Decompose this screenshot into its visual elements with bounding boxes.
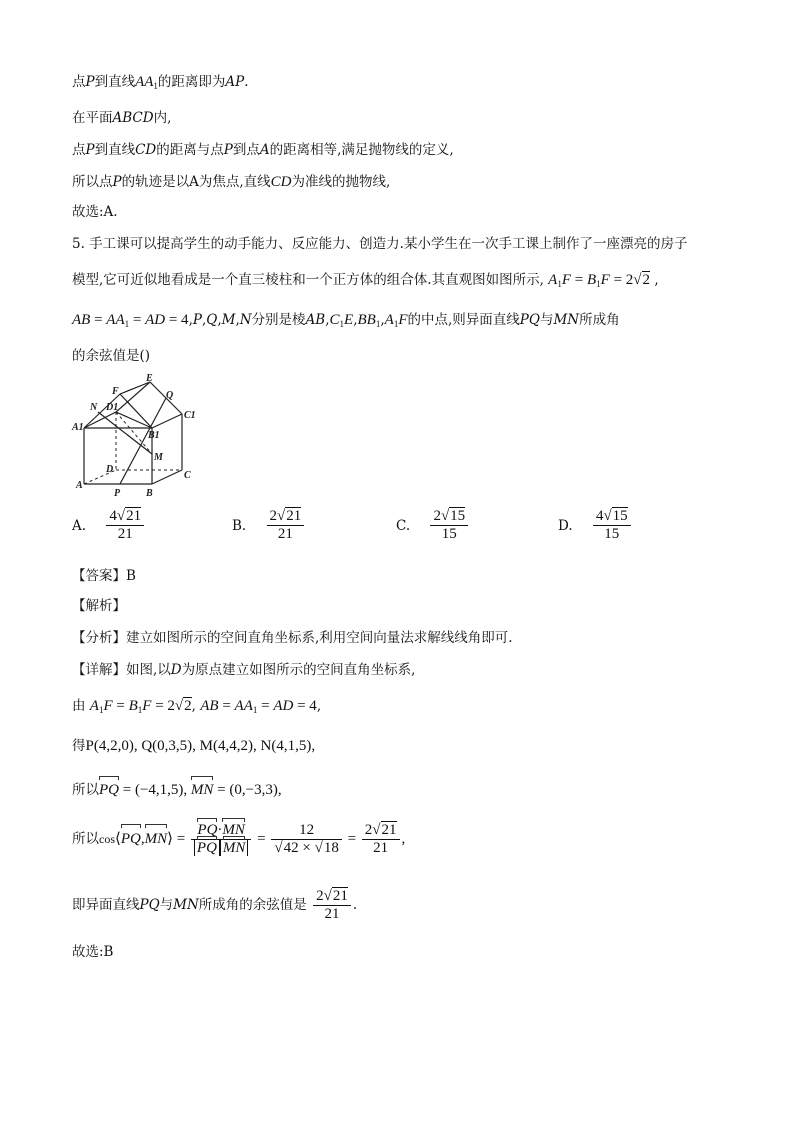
label-B: B [146,488,153,499]
xiangjie-line: 【详解】如图,以D为原点建立如图所示的空间直角坐标系, [72,662,416,678]
cos-fraction-1: $\frac{PQ\cdot MN}{\text{PQ MN}}$ [191,822,252,857]
option-d[interactable]: D. $\frac{4√15}{15}$ [558,508,633,543]
question-5-line-3: AB = $AA_1$ = AD = 4,P,Q,M,N分别是棱$AB,C_1E,BB_1,A_1F$的中点,则异面直线PQ与MN所成角 [72,312,620,329]
vector-mn: MN [190,782,214,798]
text-line-4: 所以点P的轨迹是以A为焦点,直线CD为准线的抛物线, [72,174,391,190]
final-answer-line: 故选:B [72,944,114,960]
fenxi-line: 【分析】建立如图所示的空间直角坐标系,利用空间向量法求解线线角即可. [72,630,513,646]
label-A: A [76,480,83,491]
cos-fraction-2: $\frac{12}{√42 \times √18}$ [271,822,341,857]
text-line-1: 点P到直线$AA_1$的距离即为AP. [72,74,249,91]
math-given-2: AB = $AA_1$ = AD = 4 [200,698,317,715]
math-c1e: $C_1E$ [329,312,354,329]
question-5-line-2: 模型,它可近似地看成是一个直三棱柱和一个正方体的组合体.其直观图如图所示, $A_1F = B_1F = 2√2$ , [72,272,659,289]
vectors-line: 所以PQ = (−4,1,5), MN = (0,−3,3), [72,782,282,798]
label-B1: B1 [148,430,160,441]
label-A1: A1 [72,422,84,433]
math-a1f-b1f: $A_1F = B_1F = 2√2$ [548,272,651,289]
label-P: P [114,488,121,499]
math-aa1: $AA_1$ [135,74,158,91]
label-D: D [106,464,114,475]
label-M: M [154,452,163,463]
math-bb1: $BB_1$ [357,312,381,329]
house-figure [70,374,200,502]
label-C: C [184,470,191,481]
math-ab-aa1-ad: AB = $AA_1$ = AD = 4 [72,312,189,329]
math-a1f: $A_1F$ [384,312,408,329]
label-F: F [112,386,119,397]
conclusion-line: 即异面直线PQ与MN所成角的余弦值是 $\frac{2√21}{21}$ . [72,888,358,922]
text-line-5: 故选:A. [72,204,118,220]
math-cd: CD [270,174,292,190]
option-c[interactable]: C. $\frac{2√15}{15}$ [396,508,470,543]
cosine-line: 所以cos⟨PQ,MN⟩ = $\frac{PQ\cdot MN}{\text{PQ MN}}$ = $\frac{12}{√42 \times √18}$ = $\frac{2√21}{21}$ , [72,822,406,856]
answer-line: 【答案】B [72,568,136,584]
cos-fraction-3: $\frac{2√21}{21}$ [362,822,400,857]
math-given-1: $A_1F = B_1F = 2√2$ [89,698,192,715]
label-E: E [146,374,153,384]
label-D1: D1 [106,402,119,413]
question-5-line-1: 5. 手工课可以提高学生的动手能力、反应能力、创造力.某小学生在一次手工课上制作了一座漂亮的房子 [72,236,688,252]
label-N: N [90,402,98,413]
label-C1: C1 [184,410,196,421]
text-line-3: 点P到直线CD的距离与点P到点A的距离相等,满足抛物线的定义, [72,142,454,158]
coordinates-line: 得P(4,2,0), Q(0,3,5), M(4,4,2), N(4,1,5), [72,738,316,754]
vector-pq: PQ [99,782,119,798]
conclusion-fraction: $\frac{2√21}{21}$ [313,888,351,923]
label-Q: Q [166,390,174,401]
text-line-2: 在平面ABCD内, [72,110,172,126]
given-line: 由 $A_1F = B_1F = 2√2$, AB = $AA_1$ = AD = 4, [72,698,322,715]
option-b[interactable]: B. $\frac{2√21}{21}$ [232,508,306,543]
option-a[interactable]: A. $\frac{4√21}{21}$ [72,508,146,543]
analysis-heading: 【解析】 [72,598,126,614]
question-5-line-4: 的余弦值是() [72,348,151,364]
